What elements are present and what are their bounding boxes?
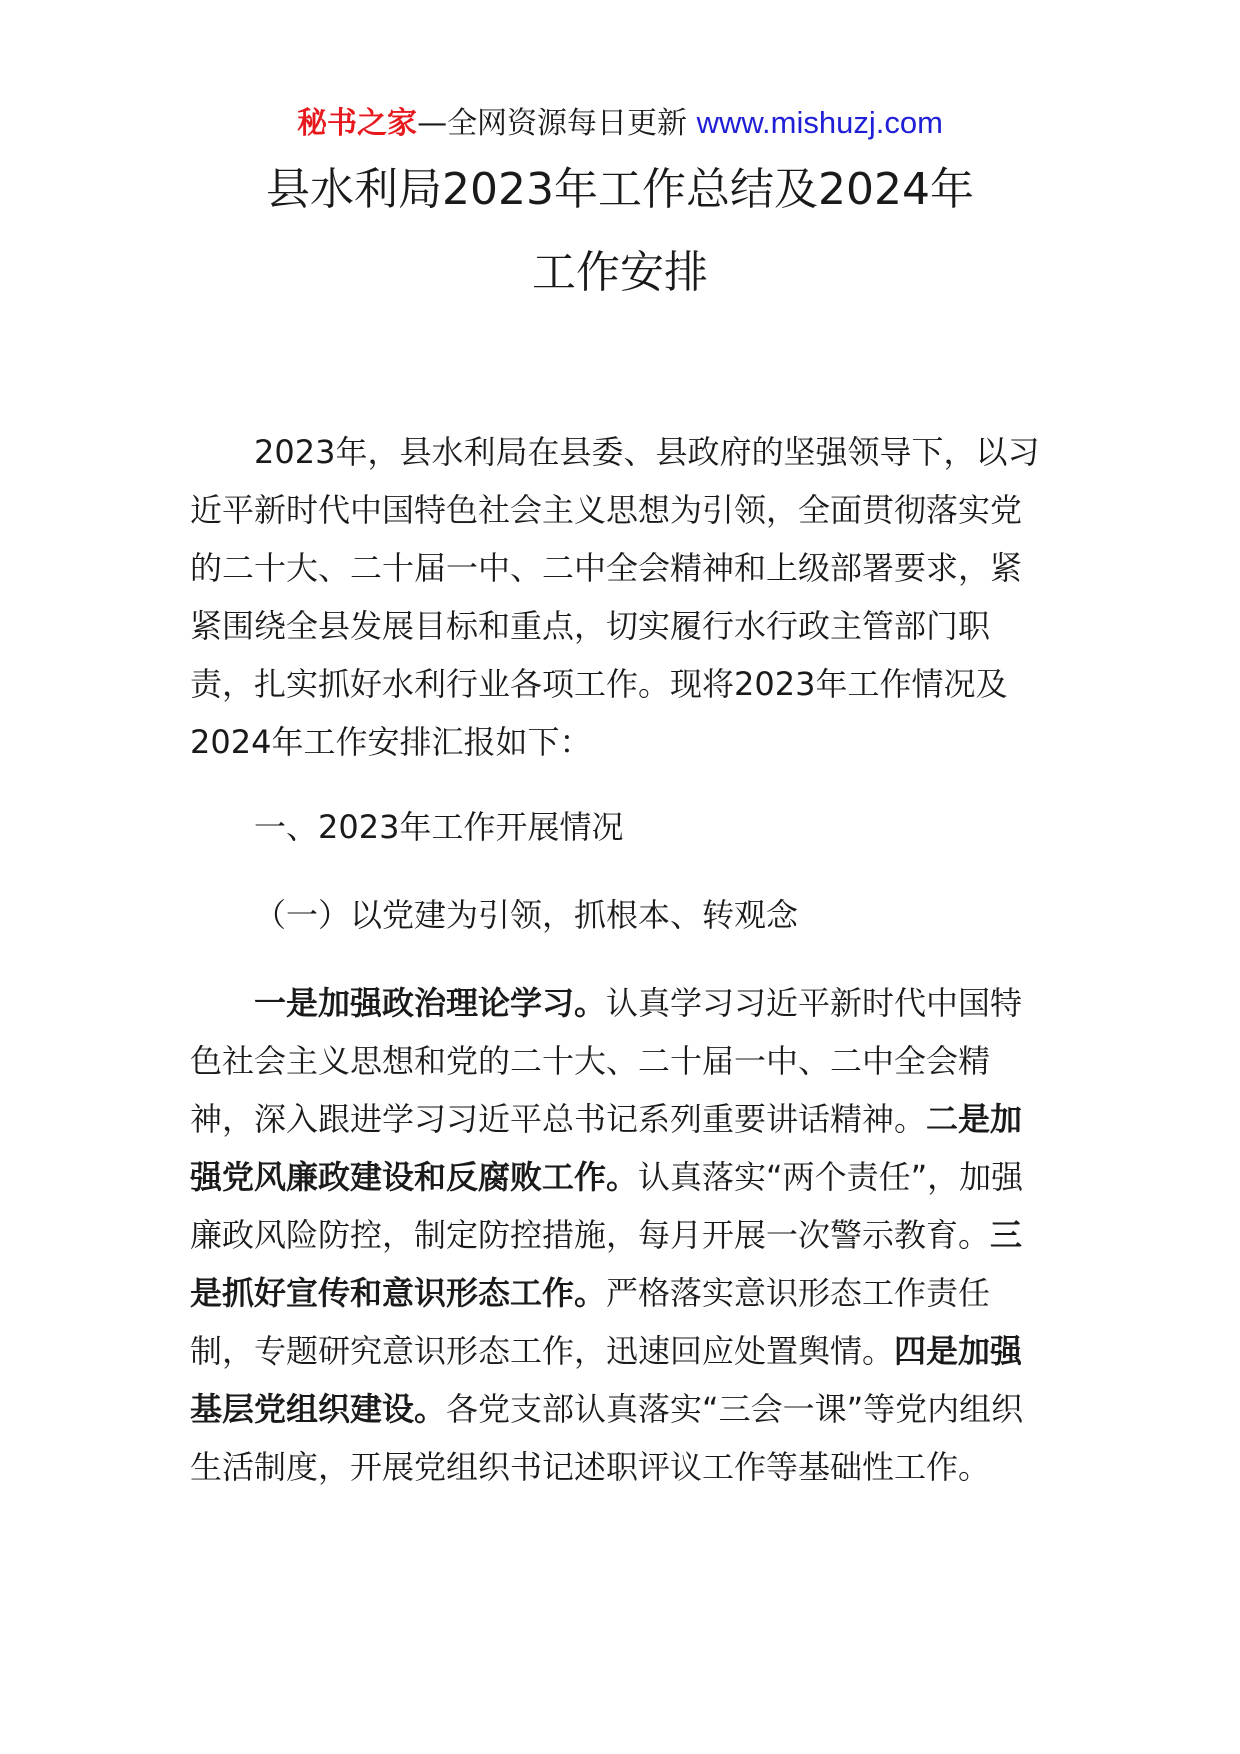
header-banner [0, 103, 1240, 144]
banner-slogan: —全网资源每日更新 [417, 106, 688, 141]
website-link[interactable]: www.mishuzj.com [696, 105, 943, 140]
intro-text: 2023年，县水利局在县委、县政府的坚强领导下，以习近平新时代中国特色社会主义思想为引领，全面贯彻落实党的二十大、二十届一中、二中全会精神和上级部署要求，紧紧围绕全县发展目标和重点，切实履行水行政主管部门职责，扎实抓好水利行业各项工作。现将2023年工作情况及2024年工作安排汇报如下： [190, 433, 1040, 761]
party-building-text [190, 974, 1050, 1496]
item-1-text: 认真学习习近平新时代中国特色社会主义思想和党的二十大、二十届一中、二中全会精神，深入跟进学习习近平总书记系列重要讲话精神。 [190, 984, 1023, 1138]
item-1-lead: 一是加强政治理论学习。 [254, 984, 607, 1022]
brand-name: 秘书之家 [297, 106, 418, 141]
party-building-paragraph [190, 974, 1050, 1496]
item-4-lead: 四是加强基层党组织建设。 [190, 1332, 1023, 1428]
subsection-heading: （一）以党建为引领，抓根本、转观念 [254, 896, 799, 934]
item-2-lead: 二是加强党风廉政建设和反腐败工作。 [190, 1100, 1023, 1196]
intro-paragraph [190, 423, 1050, 771]
item-3-lead: 三是抓好宣传和意识形态工作。 [190, 1216, 1023, 1312]
item-2-text: 认真落实“两个责任”，加强廉政风险防控，制定防控措施，每月开展一次警示教育。 [190, 1158, 1024, 1254]
section-heading: 一、2023年工作开展情况 [254, 808, 624, 846]
item-4-text: 各党支部认真落实“三会一课”等党内组织生活制度，开展党组织书记述职评议工作等基础性工作。 [190, 1390, 1024, 1486]
document-title-line-1: 县水利局2023年工作总结及2024年 [266, 164, 974, 215]
document-title-line-2: 工作安排 [532, 247, 708, 298]
item-3-text: 严格落实意识形态工作责任制，专题研究意识形态工作，迅速回应处置舆情。 [190, 1274, 991, 1370]
